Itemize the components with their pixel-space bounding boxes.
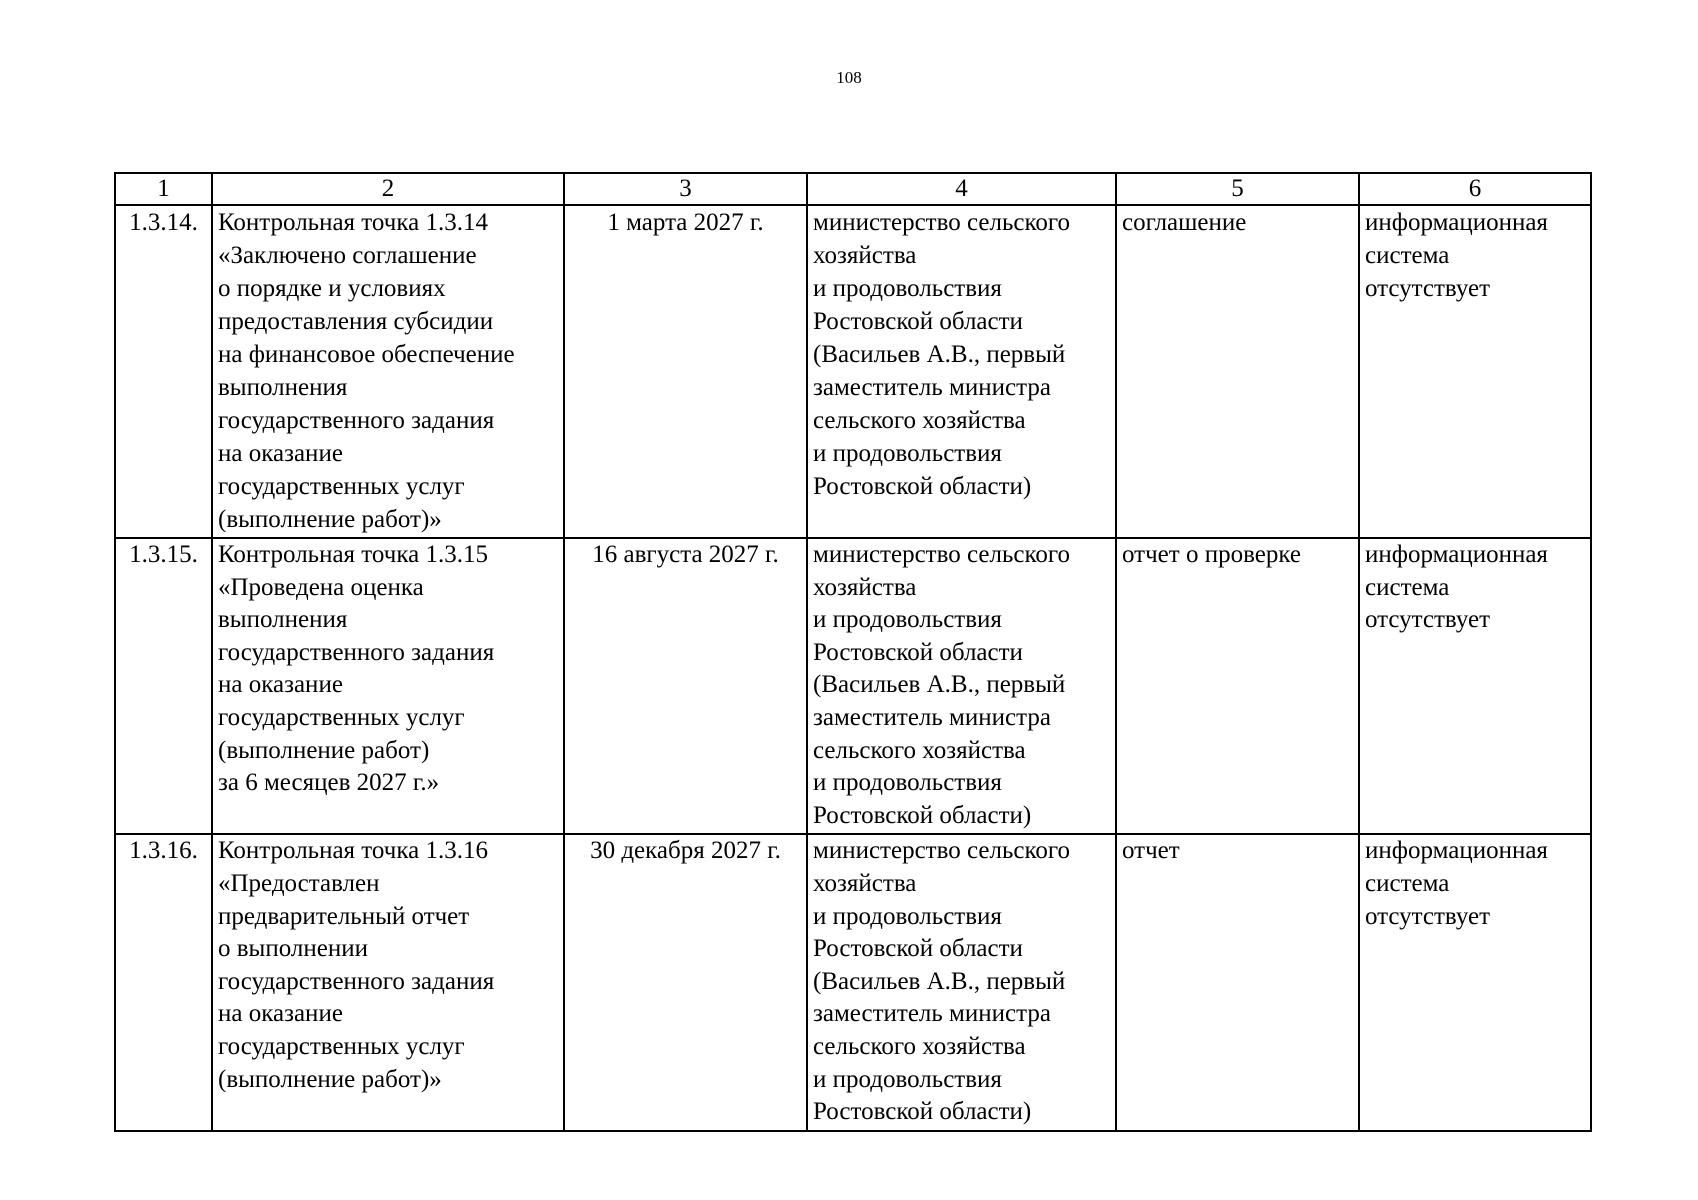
- information-system-cell: информационная система отсутствует: [1359, 205, 1591, 538]
- document-type-cell: соглашение: [1116, 205, 1359, 538]
- responsible-cell: министерство сельского хозяйства и продовольствия Ростовской области (Васильев А.В., первый заместитель министра сельского хозяйства и продовольствия Ростовской области): [807, 834, 1116, 1130]
- document-type-cell: отчет о проверке: [1116, 538, 1359, 834]
- column-header-5: 5: [1116, 173, 1359, 205]
- information-system-cell: информационная система отсутствует: [1359, 834, 1591, 1130]
- row-number-cell: 1.3.15.: [115, 538, 212, 834]
- page-number: 108: [836, 68, 862, 87]
- table-header-row: [115, 173, 1591, 205]
- table-row: [115, 834, 1591, 1130]
- control-point-name-cell: Контрольная точка 1.3.16 «Предоставлен предварительный отчет о выполнении государственного задания на оказание государственных услуг (выполнение работ)»: [212, 834, 564, 1130]
- control-points-table: [114, 172, 1592, 1132]
- table-row: [115, 205, 1591, 538]
- column-header-1: 1: [115, 173, 212, 205]
- deadline-cell: 1 марта 2027 г.: [564, 205, 807, 538]
- deadline-cell: 16 августа 2027 г.: [564, 538, 807, 834]
- document-type-cell: отчет: [1116, 834, 1359, 1130]
- information-system-cell: информационная система отсутствует: [1359, 538, 1591, 834]
- table-row: [115, 538, 1591, 834]
- row-number-cell: 1.3.14.: [115, 205, 212, 538]
- column-header-3: 3: [564, 173, 807, 205]
- column-header-4: 4: [807, 173, 1116, 205]
- deadline-cell: 30 декабря 2027 г.: [564, 834, 807, 1130]
- responsible-cell: министерство сельского хозяйства и продовольствия Ростовской области (Васильев А.В., первый заместитель министра сельского хозяйства и продовольствия Ростовской области): [807, 205, 1116, 538]
- column-header-2: 2: [212, 173, 564, 205]
- column-header-6: 6: [1359, 173, 1591, 205]
- responsible-cell: министерство сельского хозяйства и продовольствия Ростовской области (Васильев А.В., первый заместитель министра сельского хозяйства и продовольствия Ростовской области): [807, 538, 1116, 834]
- control-point-name-cell: Контрольная точка 1.3.14 «Заключено соглашение о порядке и условиях предоставления субсидии на финансовое обеспечение выполнения государственного задания на оказание государственных услуг (выполнение работ)»: [212, 205, 564, 538]
- control-point-name-cell: Контрольная точка 1.3.15 «Проведена оценка выполнения государственного задания на оказание государственных услуг (выполнение работ) за 6 месяцев 2027 г.»: [212, 538, 564, 834]
- row-number-cell: 1.3.16.: [115, 834, 212, 1130]
